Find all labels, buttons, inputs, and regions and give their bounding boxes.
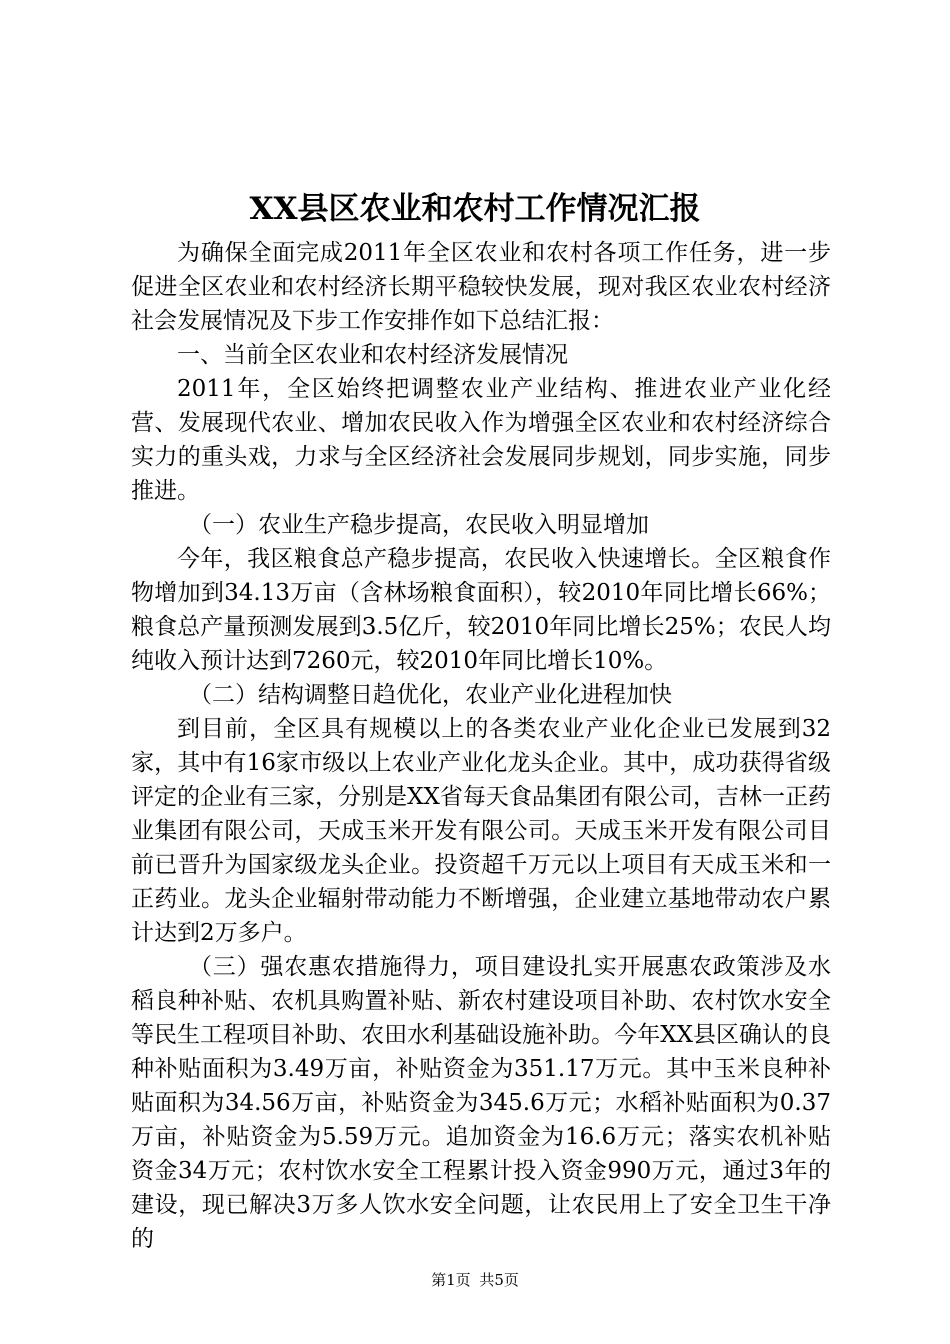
page-footer: [0, 1268, 950, 1292]
page-total: 共5页: [479, 1271, 519, 1289]
industry-paragraph: 到目前，全区具有规模以上的各类农业产业化企业已发展到32家，其中有16家市级以上农业产业化龙头企业。其中，成功获得省级评定的企业有三家，分别是XX省每天食品集团有限公司，吉林一正药业集团有限公司，天成玉米开发有限公司。天成玉米开发有限公司目前已晋升为国家级龙头企业。投资超千万元以上项目有天成玉米和一正药业。龙头企业辐射带动能力不断增强，企业建立基地带动农户累计达到2万多户。: [131, 716, 831, 946]
document-title: XX县区农业和农村工作情况汇报: [249, 191, 701, 227]
overview-paragraph: 2011年，全区始终把调整农业产业结构、推进农业产业化经营、发展现代农业、增加农民收入作为增强全区农业和农村经济综合实力的重头戏，力求与全区经济社会发展同步规划，同步实施，同步推进。: [131, 376, 831, 504]
intro-paragraph: 为确保全面完成2011年全区农业和农村各项工作任务，进一步促进全区农业和农村经济长期平稳较快发展，现对我区农业农村经济社会发展情况及下步工作安排作如下总结汇报：: [131, 240, 831, 334]
subsection-heading-2: （二）结构调整日趋优化，农业产业化进程加快: [189, 682, 672, 708]
subsection-paragraph-3: （三）强农惠农措施得力，项目建设扎实开展惠农政策涉及水稻良种补贴、农机具购置补贴、新农村建设项目补助、农村饮水安全等民生工程项目补助、农田水利基础设施补助。今年XX县区确认的良种补贴面积为3.49万亩，补贴资金为351.17万元。其中玉米良种补贴面积为34.56万亩，补贴资金为345.6万元；水稻补贴面积为0.37万亩，补贴资金为5.59万元。追加资金为16.6万元；落实农机补贴资金34万元；农村饮水安全工程累计投入资金990万元，通过3年的建设，现已解决3万多人饮水安全问题，让农民用上了安全卫生干净的: [131, 954, 831, 1252]
production-paragraph: 今年，我区粮食总产稳步提高，农民收入快速增长。全区粮食作物增加到34.13万亩（含林场粮食面积），较2010年同比增长66%；粮食总产量预测发展到3.5亿斤，较2010年同比增长25%；农民人均纯收入预计达到7260元，较2010年同比增长10%。: [131, 546, 831, 674]
document-body: [131, 236, 831, 1256]
subsection-heading-1: （一）农业生产稳步提高，农民收入明显增加: [189, 512, 649, 538]
section-heading: 一、当前全区农业和农村经济发展情况: [177, 342, 568, 368]
page-number: 第1页: [431, 1271, 471, 1289]
